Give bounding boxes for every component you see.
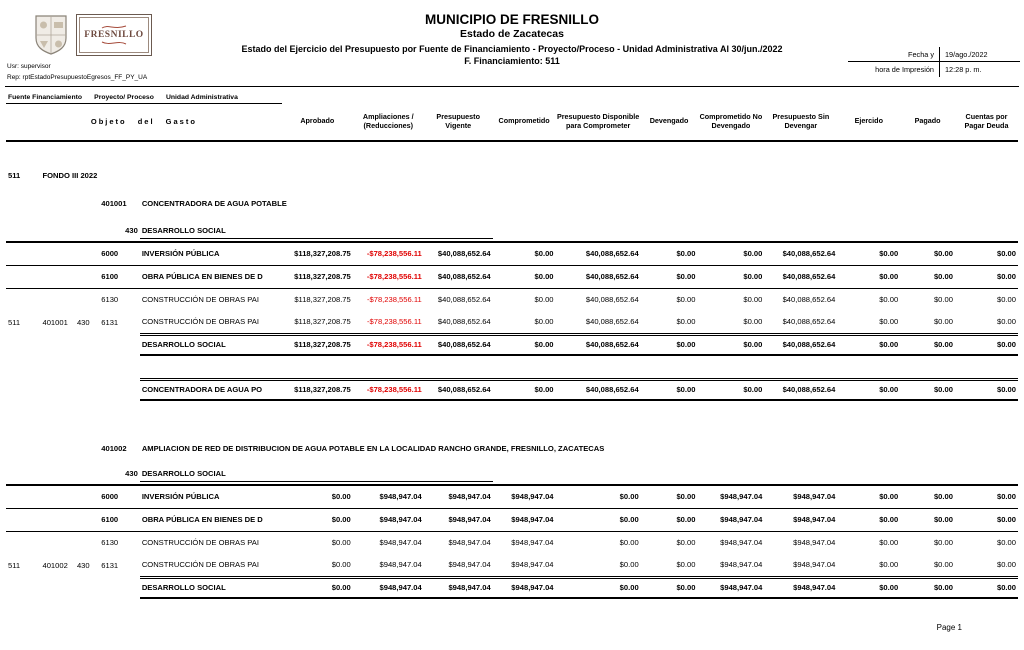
value-cell: $948,947.04 xyxy=(793,538,836,548)
value-cell: -$78,238,556.11 xyxy=(353,242,424,265)
description-cell: CONSTRUCCIÓN DE OBRAS PAI xyxy=(141,560,259,570)
budget-table xyxy=(6,90,1018,599)
value-cell: $0.00 xyxy=(933,538,953,548)
fund-label-cell: FONDO III 2022 xyxy=(42,170,98,180)
value-cell: -$78,238,556.11 xyxy=(366,295,422,305)
column-header-pagado: Pagado xyxy=(900,103,955,141)
value-cell: $948,947.04 xyxy=(424,508,493,531)
value-cell: $948,947.04 xyxy=(697,485,764,508)
value-cell: $0.00 xyxy=(743,317,763,327)
header-divider xyxy=(5,86,1019,87)
report-table-body xyxy=(6,141,1018,598)
value-cell: $40,088,652.64 xyxy=(556,265,641,288)
ff-code-cell: 511 xyxy=(8,318,21,327)
project-row xyxy=(6,195,1018,211)
value-cell: $0.00 xyxy=(996,295,1016,305)
value-cell: $948,947.04 xyxy=(511,538,554,548)
value-cell: $0.00 xyxy=(955,265,1018,288)
value-cell: $948,947.04 xyxy=(720,560,763,570)
value-cell: $40,088,652.64 xyxy=(782,295,836,305)
total-value-cell: $40,088,652.64 xyxy=(764,379,837,400)
total-value-cell: $40,088,652.64 xyxy=(556,334,641,355)
value-cell: $0.00 xyxy=(879,560,899,570)
unit-label-cell: DESARROLLO SOCIAL xyxy=(140,466,493,481)
value-cell: $0.00 xyxy=(641,485,698,508)
value-cell: $0.00 xyxy=(676,538,696,548)
value-cell: $40,088,652.64 xyxy=(585,317,639,327)
value-cell: $0.00 xyxy=(331,538,351,548)
empty-cell xyxy=(6,577,140,598)
detail-row xyxy=(6,531,1018,554)
ua-code-cell xyxy=(75,531,99,554)
value-cell: $948,947.04 xyxy=(764,485,837,508)
logo-wordmark: FRESNILLO xyxy=(84,30,144,40)
value-cell: $0.00 xyxy=(282,508,353,531)
ff-code-cell xyxy=(6,531,40,554)
total-value-cell: $40,088,652.64 xyxy=(424,379,493,400)
value-cell: $0.00 xyxy=(879,538,899,548)
total-value-cell: $0.00 xyxy=(641,379,698,400)
ff-code-cell xyxy=(6,508,40,531)
spacer-cell xyxy=(6,400,1018,440)
header-objeto-del-gasto: Objeto del Gasto xyxy=(6,103,282,141)
total-value-cell: $40,088,652.64 xyxy=(764,334,837,355)
total-value-cell: $40,088,652.64 xyxy=(556,379,641,400)
value-cell: $40,088,652.64 xyxy=(437,295,491,305)
value-cell: $948,947.04 xyxy=(720,538,763,548)
value-cell: $0.00 xyxy=(676,560,696,570)
total-value-cell: $948,947.04 xyxy=(764,577,837,598)
py-code-cell xyxy=(40,242,74,265)
object-code-cell: 6131 xyxy=(101,561,119,570)
value-cell: $0.00 xyxy=(996,560,1016,570)
object-code-cell: 6130 xyxy=(101,538,119,548)
description-cell: INVERSIÓN PÚBLICA xyxy=(140,485,282,508)
value-cell: $0.00 xyxy=(676,317,696,327)
header-proyecto-proceso: Proyecto/ Proceso xyxy=(94,93,154,101)
value-cell: $0.00 xyxy=(697,242,764,265)
user-line: Usr: supervisor xyxy=(7,63,51,70)
total-label-cell: CONCENTRADORA DE AGUA PO xyxy=(140,379,282,400)
detail-row xyxy=(6,288,1018,311)
spacer-cell xyxy=(6,211,1018,223)
value-cell: $948,947.04 xyxy=(379,538,422,548)
spacer-row xyxy=(6,355,1018,379)
logo-area xyxy=(34,14,152,56)
value-cell: $0.00 xyxy=(933,560,953,570)
total-value-cell: $948,947.04 xyxy=(353,577,424,598)
crest-icon xyxy=(34,14,68,56)
spacer-row xyxy=(6,183,1018,195)
total-value-cell: $0.00 xyxy=(641,577,698,598)
py-code-cell xyxy=(40,531,74,554)
value-cell: $0.00 xyxy=(837,265,900,288)
spacer-cell xyxy=(6,183,1018,195)
value-cell: $0.00 xyxy=(996,317,1016,327)
total-value-cell: $0.00 xyxy=(493,334,556,355)
value-cell: $0.00 xyxy=(996,538,1016,548)
ua-code-cell: 430 xyxy=(76,318,90,327)
description-cell: INVERSIÓN PÚBLICA xyxy=(140,242,282,265)
total-value-cell: $0.00 xyxy=(556,577,641,598)
page-title: MUNICIPIO DE FRESNILLO xyxy=(424,12,599,27)
total-value-cell: $948,947.04 xyxy=(493,577,556,598)
total-label-cell: DESARROLLO SOCIAL xyxy=(140,334,282,355)
value-cell: $0.00 xyxy=(331,560,351,570)
detail-row xyxy=(6,485,1018,508)
total-value-cell: $0.00 xyxy=(697,379,764,400)
value-cell: $0.00 xyxy=(493,242,556,265)
empty-cell xyxy=(6,466,99,481)
total-value-cell: $0.00 xyxy=(900,379,955,400)
value-cell: $118,327,208.75 xyxy=(294,317,351,327)
ua-code-cell xyxy=(75,242,99,265)
page-subtitle: Estado de Zacatecas xyxy=(460,28,564,40)
column-header-aprobado: Aprobado xyxy=(282,103,353,141)
value-cell: $948,947.04 xyxy=(764,508,837,531)
total-value-cell: -$78,238,556.11 xyxy=(353,379,424,400)
value-cell: $0.00 xyxy=(534,295,554,305)
empty-cell xyxy=(6,195,99,211)
print-datetime-box xyxy=(848,47,1020,77)
table-header-groups-row xyxy=(6,90,1018,103)
date-label: Fecha y xyxy=(848,47,940,61)
py-code-cell xyxy=(40,508,74,531)
description-cell: CONSTRUCCIÓN DE OBRAS PAI xyxy=(141,538,259,548)
unit-label-cell: DESARROLLO SOCIAL xyxy=(140,223,493,238)
value-cell: $0.00 xyxy=(282,485,353,508)
ua-code-cell xyxy=(75,288,99,311)
value-cell: $0.00 xyxy=(641,242,698,265)
project-code-cell: 401002 xyxy=(101,443,127,453)
value-cell: $40,088,652.64 xyxy=(782,317,836,327)
table-header-row xyxy=(6,103,1018,141)
value-cell: $948,947.04 xyxy=(448,538,491,548)
total-row xyxy=(6,379,1018,400)
total-label-cell: DESARROLLO SOCIAL xyxy=(140,577,282,598)
column-header-ampliaciones: Ampliaciones / (Reducciones) xyxy=(353,103,424,141)
column-header-cuentas-por-pagar: Cuentas por Pagar Deuda xyxy=(955,103,1018,141)
column-header-devengado: Devengado xyxy=(641,103,698,141)
header-groups-spacer xyxy=(282,90,1018,103)
description-cell: OBRA PÚBLICA EN BIENES DE D xyxy=(140,508,282,531)
column-header-ejercido: Ejercido xyxy=(837,103,900,141)
value-cell: $0.00 xyxy=(955,508,1018,531)
header-fuente-financiamiento: Fuente Financiamiento xyxy=(8,93,83,101)
report-title: Estado del Ejercicio del Presupuesto por Fuente de Financiamiento - Proyecto/Proceso - Unidad Administrativa Al 30/jun./2022 xyxy=(241,44,783,54)
value-cell: $0.00 xyxy=(697,265,764,288)
ff-code-cell xyxy=(6,288,40,311)
value-cell: $0.00 xyxy=(837,508,900,531)
value-cell: $0.00 xyxy=(534,317,554,327)
value-cell: $0.00 xyxy=(879,317,899,327)
total-value-cell: $0.00 xyxy=(282,577,353,598)
unit-code-cell: 430 xyxy=(125,469,138,478)
total-row xyxy=(6,577,1018,598)
column-header-disponible: Presupuesto Disponible para Comprometer xyxy=(556,103,641,141)
empty-cell xyxy=(6,440,99,456)
value-cell: $948,947.04 xyxy=(493,485,556,508)
value-cell: $0.00 xyxy=(619,538,639,548)
column-header-presupuesto-vigente: Presupuesto Vigente xyxy=(424,103,493,141)
spacer-cell xyxy=(6,355,1018,379)
spacer-row xyxy=(6,211,1018,223)
value-cell: $948,947.04 xyxy=(353,508,424,531)
ff-code-cell xyxy=(6,485,40,508)
total-value-cell: $948,947.04 xyxy=(424,577,493,598)
value-cell: $0.00 xyxy=(641,508,698,531)
date-value: 19/ago./2022 xyxy=(945,49,988,59)
column-header-comprometido: Comprometido xyxy=(493,103,556,141)
project-code-cell: 401001 xyxy=(101,198,127,208)
value-cell: -$78,238,556.11 xyxy=(366,317,422,327)
value-cell: -$78,238,556.11 xyxy=(353,265,424,288)
ff-code-cell xyxy=(6,242,40,265)
total-value-cell: $0.00 xyxy=(955,379,1018,400)
financing-line: F. Financiamiento: 511 xyxy=(464,56,560,66)
total-value-cell: $0.00 xyxy=(641,334,698,355)
object-code-cell: 6000 xyxy=(99,242,140,265)
spacer-row xyxy=(6,141,1018,167)
ua-code-cell xyxy=(75,485,99,508)
unit-code-cell: 430 xyxy=(125,226,138,235)
value-cell: $0.00 xyxy=(879,295,899,305)
total-value-cell: $948,947.04 xyxy=(697,577,764,598)
value-cell: $0.00 xyxy=(933,295,953,305)
print-date-row xyxy=(848,47,1020,62)
print-time-row xyxy=(848,62,1020,77)
time-value: 12:28 p. m. xyxy=(945,65,982,74)
fresnillo-logo xyxy=(76,14,152,56)
total-value-cell: $0.00 xyxy=(955,334,1018,355)
logo-flourish-icon xyxy=(100,40,128,46)
empty-cell xyxy=(6,379,140,400)
value-cell: $40,088,652.64 xyxy=(764,242,837,265)
unit-row xyxy=(6,223,1018,238)
value-cell: $948,947.04 xyxy=(379,560,422,570)
value-cell: $948,947.04 xyxy=(697,508,764,531)
value-cell: $0.00 xyxy=(641,265,698,288)
value-cell: $0.00 xyxy=(556,485,641,508)
value-cell: $118,327,208.75 xyxy=(294,295,351,305)
ua-code-cell xyxy=(75,508,99,531)
value-cell: $948,947.04 xyxy=(793,560,836,570)
value-cell: $0.00 xyxy=(900,508,955,531)
spacer-row xyxy=(6,400,1018,440)
total-value-cell: $40,088,652.64 xyxy=(424,334,493,355)
total-value-cell: $0.00 xyxy=(493,379,556,400)
value-cell: $948,947.04 xyxy=(353,485,424,508)
value-cell: $0.00 xyxy=(743,295,763,305)
column-header-sin-devengar: Presupuesto Sin Devengar xyxy=(764,103,837,141)
value-cell: $40,088,652.64 xyxy=(556,242,641,265)
fondo-row xyxy=(6,167,1018,183)
page-number: Page 1 xyxy=(936,623,962,632)
spacer-row xyxy=(6,456,1018,466)
description-cell: OBRA PÚBLICA EN BIENES DE D xyxy=(140,265,282,288)
total-value-cell: $118,327,208.75 xyxy=(282,334,353,355)
detail-row xyxy=(6,311,1018,334)
value-cell: $0.00 xyxy=(837,242,900,265)
value-cell: $118,327,208.75 xyxy=(282,242,353,265)
value-cell: $0.00 xyxy=(900,242,955,265)
detail-row xyxy=(6,242,1018,265)
report-id-line: Rep: rptEstadoPresupuestoEgresos_FF_PY_UA xyxy=(7,74,148,81)
total-value-cell: $0.00 xyxy=(697,334,764,355)
empty-cell xyxy=(6,334,140,355)
total-value-cell: $0.00 xyxy=(900,577,955,598)
detail-row xyxy=(6,508,1018,531)
total-value-cell: $0.00 xyxy=(837,334,900,355)
ff-code-cell: 511 xyxy=(8,561,21,570)
column-header-comprometido-no-devengado: Comprometido No Devengado xyxy=(697,103,764,141)
py-code-cell: 401002 xyxy=(42,561,68,570)
value-cell: $40,088,652.64 xyxy=(424,242,493,265)
total-value-cell: -$78,238,556.11 xyxy=(353,334,424,355)
value-cell: $0.00 xyxy=(493,265,556,288)
value-cell: $948,947.04 xyxy=(424,485,493,508)
value-cell: $118,327,208.75 xyxy=(282,265,353,288)
description-cell: CONSTRUCCIÓN DE OBRAS PAI xyxy=(141,317,259,327)
py-code-cell xyxy=(40,288,74,311)
time-label: hora de Impresión xyxy=(848,62,940,77)
value-cell: $0.00 xyxy=(837,485,900,508)
py-code-cell xyxy=(40,485,74,508)
empty-cell xyxy=(493,466,1018,481)
value-cell: $0.00 xyxy=(556,508,641,531)
value-cell: $0.00 xyxy=(955,242,1018,265)
object-code-cell: 6130 xyxy=(101,295,119,305)
object-code-cell: 6100 xyxy=(99,265,140,288)
total-row xyxy=(6,334,1018,355)
ff-code-cell xyxy=(6,265,40,288)
value-cell: $0.00 xyxy=(955,485,1018,508)
description-cell: CONSTRUCCIÓN DE OBRAS PAI xyxy=(141,295,259,305)
ua-code-cell: 430 xyxy=(76,561,90,570)
value-cell: $0.00 xyxy=(676,295,696,305)
spacer-cell xyxy=(6,456,1018,466)
value-cell: $948,947.04 xyxy=(448,560,491,570)
object-code-cell: 6131 xyxy=(101,318,119,327)
ua-code-cell xyxy=(75,265,99,288)
total-value-cell: $0.00 xyxy=(837,577,900,598)
fund-code-cell: 511 xyxy=(8,170,21,180)
total-value-cell: $0.00 xyxy=(837,379,900,400)
total-value-cell: $118,327,208.75 xyxy=(282,379,353,400)
project-label-cell: AMPLIACION DE RED DE DISTRIBUCION DE AGUA POTABLE EN LA LOCALIDAD RANCHO GRANDE, FRESNILLO, ZACATECAS xyxy=(141,443,605,453)
value-cell: $948,947.04 xyxy=(493,508,556,531)
title-block xyxy=(150,12,874,66)
total-value-cell: $0.00 xyxy=(955,577,1018,598)
object-code-cell: 6000 xyxy=(99,485,140,508)
spacer-cell xyxy=(6,141,1018,167)
value-cell: $0.00 xyxy=(900,265,955,288)
detail-row xyxy=(6,265,1018,288)
value-cell: $0.00 xyxy=(933,317,953,327)
empty-cell xyxy=(493,223,1018,238)
value-cell: $0.00 xyxy=(900,485,955,508)
object-code-cell: 6100 xyxy=(99,508,140,531)
py-code-cell xyxy=(40,265,74,288)
project-label-cell: CONCENTRADORA DE AGUA POTABLE xyxy=(141,198,287,208)
empty-cell xyxy=(6,223,99,238)
detail-row xyxy=(6,554,1018,577)
project-row xyxy=(6,440,1018,456)
value-cell: $40,088,652.64 xyxy=(585,295,639,305)
total-value-cell: $0.00 xyxy=(900,334,955,355)
value-cell: $40,088,652.64 xyxy=(424,265,493,288)
value-cell: $40,088,652.64 xyxy=(764,265,837,288)
value-cell: $948,947.04 xyxy=(511,560,554,570)
header-unidad-administrativa: Unidad Administrativa xyxy=(165,93,238,101)
value-cell: $40,088,652.64 xyxy=(437,317,491,327)
left-headers-cell xyxy=(6,90,282,103)
value-cell: $0.00 xyxy=(619,560,639,570)
py-code-cell: 401001 xyxy=(42,318,68,327)
unit-row xyxy=(6,466,1018,481)
